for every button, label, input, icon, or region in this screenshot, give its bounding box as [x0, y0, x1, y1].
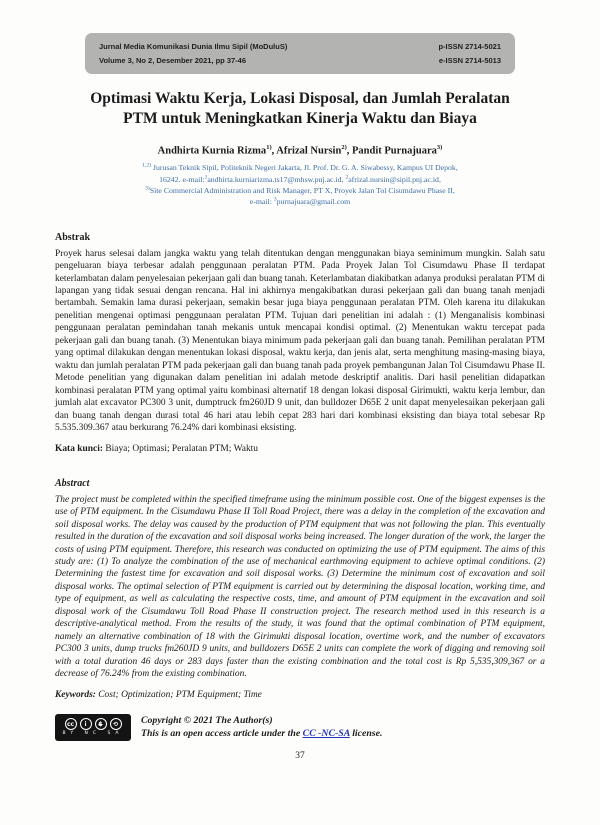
cc-nc-icon: $: [95, 718, 107, 730]
license-line: [141, 727, 382, 741]
authors-line: [55, 144, 545, 157]
affil-sup: 3: [273, 196, 277, 203]
author-name-1: Andhirta Kurnia Rizma: [157, 145, 267, 157]
cc-sa-icon: ⟲: [110, 718, 122, 730]
journal-name: Jurnal Media Komunikasi Dunia Ilmu Sipil (MoDuluS): [99, 42, 288, 51]
affil-sup: 2: [345, 174, 349, 181]
affiliation-line-1: [55, 162, 545, 173]
license-post-text: license.: [349, 728, 383, 740]
author-sup-1: 1): [266, 143, 272, 151]
abstrak-heading: Abstrak: [55, 231, 91, 243]
affiliation-line-3: [55, 185, 545, 196]
affil-text: Jurusan Teknik Sipil, Politeknik Negeri Jakarta, Jl. Prof. Dr. G. A. Siwabessy, Kampus UI Depok,: [150, 163, 458, 173]
abstract-en-section: [55, 478, 545, 700]
affiliation-line-4: [55, 196, 545, 207]
page-number: 37: [295, 751, 305, 762]
cc-by-icon: i: [80, 718, 92, 730]
journal-header-right: [438, 40, 501, 67]
article-title: Optimasi Waktu Kerja, Lokasi Disposal, dan Jumlah Peralatan PTM untuk Meningkatkan Kinerja Waktu dan Biaya: [90, 90, 510, 128]
abstract-body: The project must be completed within the specified timeframe using the minimum possible cost. One of the biggest expenses is the use of PTM equipment. In the Cisumdawu Phase II Toll Road Project, there was a delay in the completion of the excavation and soil disposal works. The delay was caused by the production of PTM equipment that was not following the plan. This eventually resulted in the duration of the excavation and soil disposal works being increased. The longer duration of the work, the larger the costs of using PTM equipment. Therefore, this research was conducted on optimizing the use of PTM equipment. The aims of this study are: (1) To analyze the combination of the use of mechanical earthmoving equipment to achieve optimal conditions. (2) Determining the fastest time for excavation and soil disposal works. (3) Determine the minimum cost of excavation and soil disposal works. The optimal selection of PTM equipment is carried out by determining the disposal location, working time, and type of equipment, as well as calculating the respective costs, time, and amount of PTM equipment in the excavation and soil disposal work of the Cisumdawu Toll Road Phase II construction project. The research method used in this research is a descriptive-analytical method. From the results of the study, it was found that the optimal combination of PTM equipment, namely an alternative combination of 18 with the Girimukti disposal location, overtime work, and the number of excavators PC300 3 units, dump trucks fm260JD 9 units, and bulldozers D65E 2 units can complete the work of digging and removing soil with a total duration 46 days or 283 days faster than the existing combination and the total cost is Rp 5,535,309,367 or a decrease of 76.24% from the existing combination.: [55, 494, 545, 680]
kata-kunci-text: Biaya; Optimasi; Peralatan PTM; Waktu: [102, 443, 259, 454]
cc-badge-circles: [65, 718, 122, 730]
p-issn: p-ISSN 2714-5021: [438, 42, 501, 51]
author-name-2: Afrizal Nursin: [276, 145, 342, 157]
affiliations-block: [55, 162, 545, 207]
copyright-block: [141, 714, 382, 741]
keywords-line: [55, 690, 545, 700]
kata-kunci-line: [55, 444, 545, 454]
author-sup-2: 2): [341, 143, 347, 151]
kata-kunci-label: Kata kunci:: [55, 443, 103, 454]
author-separator: ,: [271, 145, 277, 157]
abstract-heading: Abstract: [55, 477, 90, 489]
keywords-text: Cost; Optimization; PTM Equipment; Time: [95, 689, 262, 700]
cc-license-badge: [55, 714, 131, 741]
author-sup-3: 3): [436, 143, 443, 151]
license-pre-text: This is an open access article under the: [141, 728, 303, 740]
affil-text: 16242. e-mail:: [159, 174, 205, 184]
abstrak-body: Proyek harus selesai dalam jangka waktu yang telah ditentukan dengan menggunakan biaya seminimum mungkin. Salah satu pengeluaran biaya terbesar adalah penggunaan peralatan PTM. Pada Proyek Jalan Tol Cisumdawu Phase II terdapat keterlambatan dalam penyelesaian pekerjaan gali dan buang tanah. Keterlambatan diakibatkan adanya produksi peralatan PTM di lapangan yang tidak sesuai dengan rencana. Hal ini akhirnya mengakibatkan durasi pekerjaan gali dan buang tanah menjadi bertambah. Semakin lama durasi pekerjaan, semakin besar juga biaya penggunaan peralatan PTM. Oleh karena itu dilakukan penelitian mengenai optimasi penggunaan peralatan PTM. Tujuan dari penelitian ini adalah : (1) Menganalisis kombinasi penggunaan peralatan pemindahan tanah mekanis untuk mencapai kondisi optimal. (2) Menentukan waktu tercepat pada pekerjaan gali dan buang tanah. (3) Menentukan biaya minimum pada pekerjaan gali dan buang tanah. Pemilihan peralatan PTM yang optimal dilakukan dengan menentukan lokasi disposal, waktu kerja, dan jenis alat, serta menghitung masing-masing biaya, waktu dan jumlah peralatan PTM pada pekerjaan gali dan buang tanah pada proyek pembangunan Jalan Tol Cisumdawu Phase II. Metode penelitian yang digunakan dalam penelitian ini adalah metode deskriptif analitis. Dari hasil penelitian didapatkan kombinasi peralatan PTM yang optimal yaitu kombinasi alternatif 18 dengan lokasi disposal Girimukti, waktu kerja lembur, dan jumlah alat excavator PC300 3 unit, dumptruck fm260JD 9 unit, dan bulldozer D65E 2 unit dapat menyelesaikan pekerjaan gali dan buang tanah dengan durasi total 46 hari atau lebih cepat 283 hari dari kombinasi eksisting dan biaya total sebesar Rp 5.535.309.367 atau berkurang 76.24% dari kombinasi eksisting.: [55, 248, 545, 434]
affil-text: e-mail:: [249, 197, 274, 207]
affil-sup: 1,2): [142, 162, 151, 169]
journal-header-left: [99, 40, 287, 67]
license-footer: [55, 714, 545, 741]
affil-sup: 3): [145, 185, 150, 192]
author-email-2: afrizal.nursin@sipil.pnj.ac.id,: [348, 174, 441, 184]
author-name-3: Pandit Purnajuara: [352, 145, 437, 157]
abstrak-section: [55, 232, 545, 454]
e-issn: e-ISSN 2714-5013: [438, 55, 501, 65]
keywords-label: Keywords:: [55, 689, 96, 700]
journal-header-bar: [85, 33, 515, 74]
journal-issue-line: Volume 3, No 2, Desember 2021, pp 37-46: [99, 55, 247, 65]
cc-icon: cc: [65, 718, 77, 730]
cc-nc-sa-license-link[interactable]: CC -NC-SA: [302, 728, 350, 740]
copyright-line: Copyright © 2021 The Author(s): [141, 714, 273, 726]
author-email-3: purnajuara@gmail.com: [276, 197, 351, 207]
affil-sup: 1: [204, 174, 208, 181]
affil-text: Site Commercial Administration and Risk Manager, PT X, Proyek Jalan Tol Cisumdawu Phase II,: [149, 186, 455, 195]
author-separator: ,: [346, 145, 352, 157]
affiliation-line-2: [55, 174, 545, 185]
cc-badge-sub-labels: BY NC SA: [62, 731, 124, 737]
author-email-1: andhirta.kurniarizma.ts17@mhsw.pnj.ac.id,: [207, 174, 346, 184]
